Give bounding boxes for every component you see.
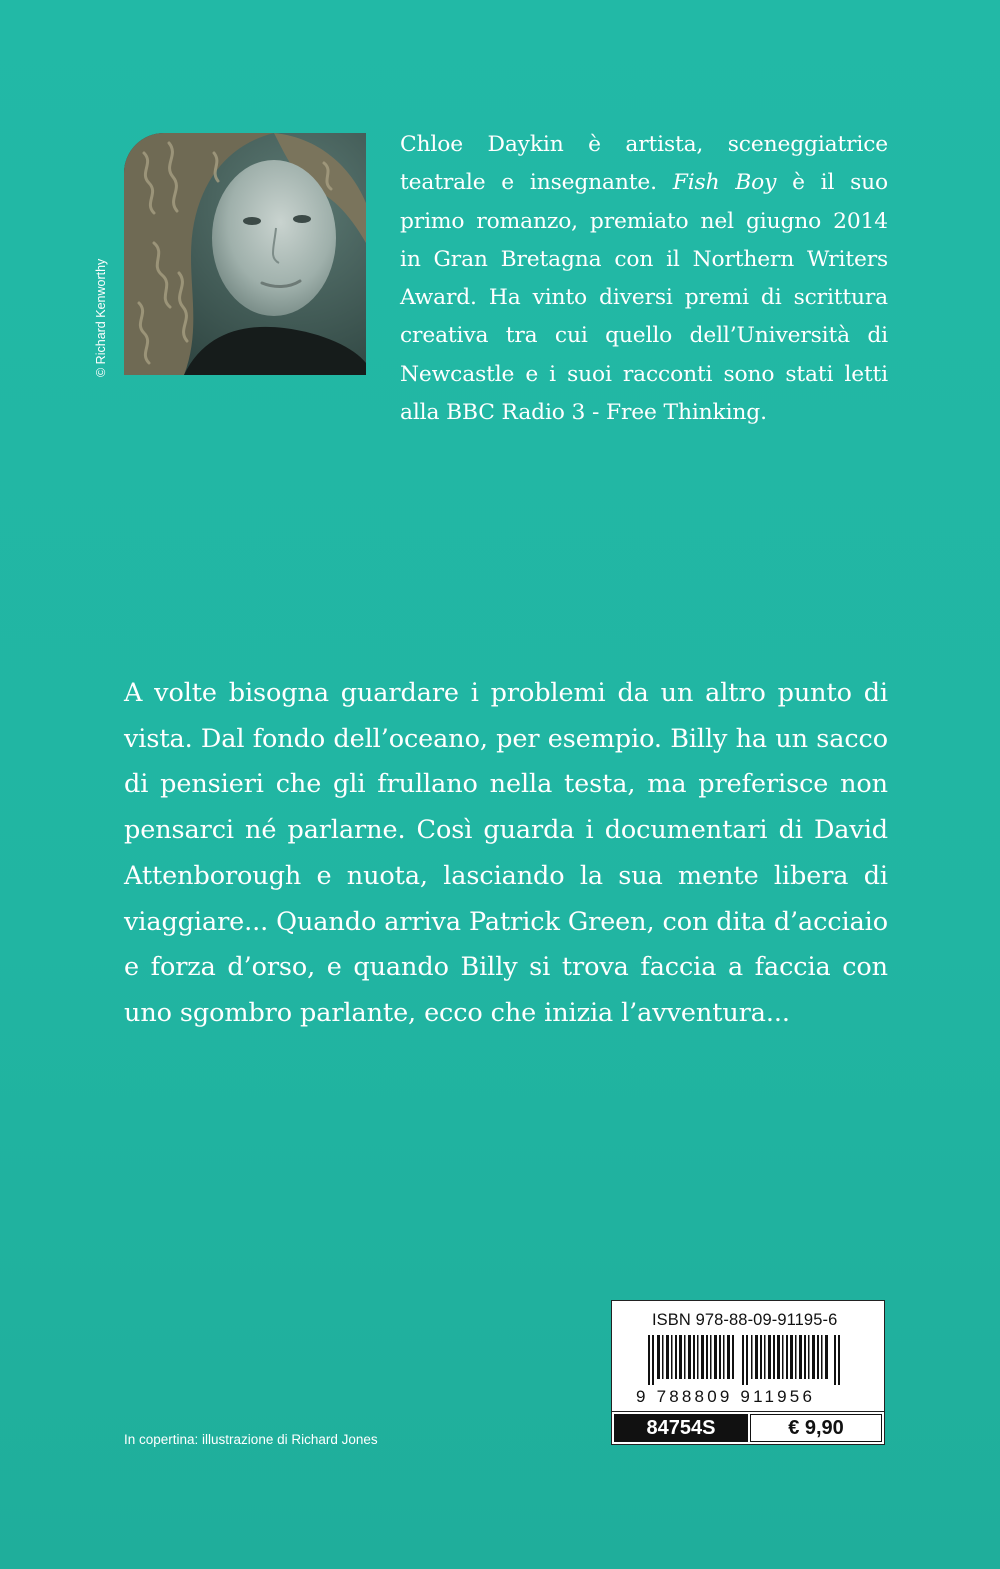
author-photo	[124, 133, 366, 375]
photo-credit: © Richard Kenworthy	[94, 258, 108, 377]
barcode-icon	[648, 1335, 848, 1385]
barcode-digits: 9 788809 911956	[636, 1387, 816, 1406]
book-title: Fish Boy	[672, 170, 777, 196]
barcode-box	[611, 1300, 885, 1445]
price-label: € 9,90	[750, 1414, 882, 1442]
author-bio	[400, 126, 888, 432]
bio-text-end: è il suo primo romanzo, premiato nel giugno 2014 in Gran Bretagna con il Northern Writers Award. Ha vinto diversi premi di scrittura creativa tra cui quello dell’Università di Newcastle e i suoi racconti sono stati letti alla BBC Radio 3 - Free Thinking.	[400, 170, 888, 426]
author-portrait-image	[124, 133, 366, 375]
isbn-text: ISBN 978-88-09-91195-6	[652, 1311, 838, 1329]
book-blurb: A volte bisogna guardare i problemi da un altro punto di vista. Dal fondo dell’oceano, per esempio. Billy ha un sacco di pensieri che gli frullano nella testa, ma preferisce non pensarci né parlarne. Così guarda i documentari di David Attenborough e nuota, lasciando la sua mente libera di viaggiare... Quando arriva Patrick Green, con dita d’acciaio e forza d’orso, e quando Billy si trova faccia a faccia con uno sgombro parlante, ecco che inizia l’avventura...	[124, 678, 888, 1028]
barcode-divider	[612, 1411, 884, 1412]
product-code: 84754S	[614, 1414, 748, 1442]
bio-text-start: Chloe Daykin è artista, sceneggiatrice teatrale e insegnante.	[400, 132, 888, 196]
cover-illustration-credit: In copertina: illustrazione di Richard Jones	[124, 1432, 378, 1447]
